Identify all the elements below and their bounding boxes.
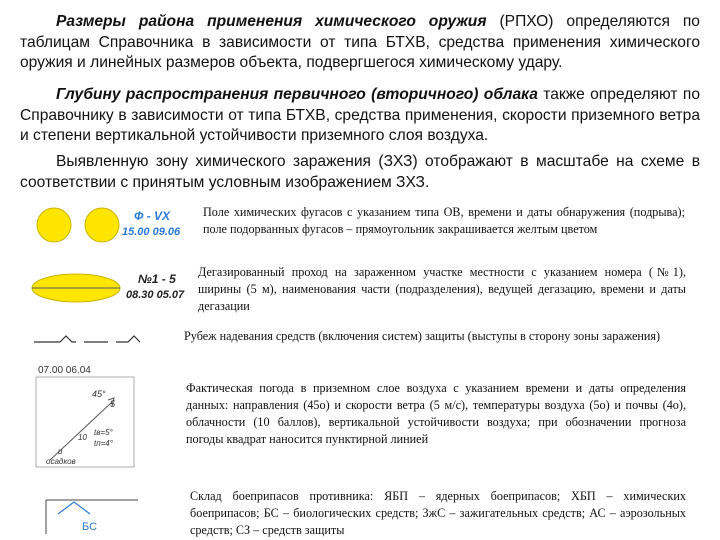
legend-text-mines: Поле химических фугасов с указанием типа ОВ, времени и даты обнаружения (подрыва); поле подорванных фугасов – прямоугольник закрашивается желтым цветом [203, 205, 685, 236]
paragraph-rpho [20, 12, 700, 74]
paragraph-rpho-term: Размеры района применения химического оружия [56, 13, 487, 30]
depot-flag [58, 502, 90, 514]
mine-circle-right [85, 208, 119, 242]
legend-text-weather: Фактическая погода в приземном слое воздуха с указанием времени и даты определения данных: направления (45о) и скорости ветра (5 м/с), температуры воздуха (5о) и почвы (4о), облачности (10 баллов), вертикальной устойчивости воздуха; при обозначении прогноза погоды квадрат наносится пунктирной линией [186, 381, 686, 446]
protection-line-right [116, 336, 140, 342]
legend-text-protection: Рубеж надевания средств (включения систем) защиты (выступы в сторону зоны заражения) [184, 329, 661, 343]
mine-label-time: 15.00 09.06 [122, 226, 181, 238]
weather-label-precip: осадков [46, 457, 76, 466]
weather-label-cloud: 10 [78, 433, 87, 442]
protection-line-symbol [28, 332, 178, 352]
weather-label-time: 07.00 06.04 [38, 365, 91, 376]
weather-label-direction: 45° [92, 389, 106, 399]
depot-label: БС [82, 521, 98, 533]
weather-label-soil-temp: tп=4° [94, 439, 113, 448]
legend-text-depot: Склад боеприпасов противника: ЯБП – ядерных боеприпасов; ХБП – химических боеприпасов; БС – биологических средств; ЗжС – зажигательных средств; АС – аэрозольных средств; СЗ – средств защиты [190, 489, 686, 537]
weather-box [36, 377, 134, 467]
weather-symbol [32, 362, 172, 472]
degassed-passage-symbol [28, 268, 198, 308]
paragraph-cloud-text: также определяют по Справочнику в зависимости от типа БТХВ, средства применения, скорости приземного ветра и степени вертикальной устойчивости приземного слоя воздуха. [20, 86, 700, 144]
paragraph-zhz-text: Выявленную зону химического заражения (ЗХЗ) отображают в масштабе на схеме в соответствии с принятым условным изображением ЗХЗ. [20, 153, 700, 191]
mine-field-symbol [28, 205, 198, 247]
passage-label-number: №1 - 5 [138, 272, 176, 286]
paragraph-zhz [20, 152, 700, 193]
protection-line-left [34, 336, 76, 342]
passage-label-time: 08.30 05.07 [126, 289, 185, 301]
weather-label-air-temp: tв=5° [94, 428, 113, 437]
weather-label-stability: и [58, 447, 63, 456]
paragraph-cloud-depth [20, 85, 700, 147]
weather-label-speed: 5 [110, 399, 116, 409]
mine-label-agent: Ф - VX [134, 209, 171, 223]
paragraph-rpho-text: (РПХО) определяются по таблицам Справочника в зависимости от типа БТХВ, средства применения химического оружия и линейных размеров объекта, подвергшегося химическому удару. [20, 13, 700, 71]
ammo-depot-symbol [38, 490, 148, 538]
paragraph-cloud-term: Глубину распространения первичного (вторичного) облака [56, 86, 538, 103]
mine-circle-left [37, 208, 71, 242]
legend-text-passage: Дегазированный проход на зараженном участке местности с указанием номера (№1), ширины (5 м), наименования части (подразделения), ведущей дегазацию, времени и даты дегазации [198, 265, 686, 313]
